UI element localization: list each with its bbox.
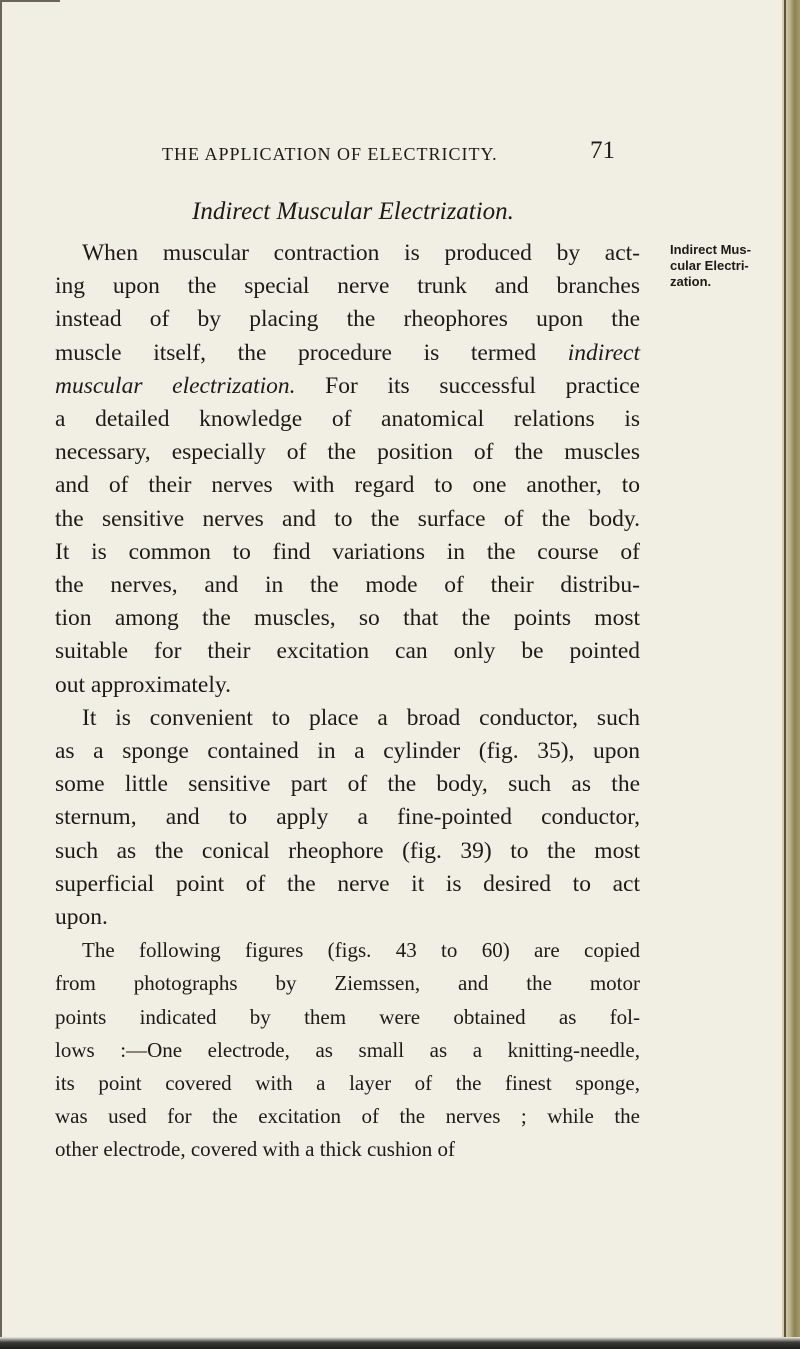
text-line: [55, 370, 640, 403]
text-line: out approximately.: [55, 671, 231, 698]
text-line: the nerves, and in the mode of their distribu-: [55, 572, 640, 599]
text-line: the sensitive nerves and to the surface of the body.: [55, 505, 640, 532]
text-line: points indicated by them were obtained as fol-: [55, 1004, 640, 1029]
text-line: from photographs by Ziemssen, and the motor: [55, 971, 640, 996]
text-line: lows :—One electrode, as small as a knitting-needle,: [55, 1037, 640, 1062]
body-text: [55, 237, 640, 1167]
section-title: Indirect Muscular Electrization.: [192, 198, 514, 225]
text-line: instead of by placing the rheophores upon the: [55, 306, 640, 333]
emphasis-term: indirect: [567, 339, 640, 366]
text-line: was used for the excitation of the nerves ; while the: [55, 1104, 640, 1129]
text-line: some little sensitive part of the body, such as the: [55, 771, 640, 798]
text-line: sternum, and to apply a fine-pointed conductor,: [55, 804, 640, 831]
text-run: muscle itself, the procedure is termed: [55, 339, 568, 366]
text-line: The following figures (figs. 43 to 60) are copied: [82, 938, 640, 963]
text-line: a detailed knowledge of anatomical relations is: [55, 406, 640, 433]
text-line: and of their nerves with regard to one another, to: [55, 472, 640, 499]
text-line: upon.: [55, 904, 108, 931]
margin-note-line: Indirect Mus-: [670, 242, 751, 257]
emphasis-term: muscular electrization.: [55, 372, 296, 399]
margin-note-line: zation.: [670, 274, 712, 289]
text-line: It is convenient to place a broad conductor, such: [82, 704, 640, 731]
text-line: [55, 337, 640, 370]
margin-note: [670, 242, 780, 290]
text-line: ing upon the special nerve trunk and branches: [55, 273, 640, 300]
page-number: 71: [590, 137, 615, 164]
text-line: such as the conical rheophore (fig. 39) to the most: [55, 837, 640, 864]
spine-shadow-line: [784, 0, 786, 1349]
text-line: tion among the muscles, so that the points most: [55, 605, 640, 632]
page-bottom-edge: [0, 1337, 800, 1349]
text-line: When muscular contraction is produced by act-: [82, 240, 640, 266]
paragraph-2: [55, 702, 640, 934]
paragraph-3: [55, 934, 640, 1166]
paragraph-1: [55, 237, 640, 702]
page-frame-top: [0, 0, 60, 2]
text-line: It is common to find variations in the course of: [55, 538, 640, 565]
margin-note-line: cular Electri-: [670, 258, 749, 273]
text-line: other electrode, covered with a thick cushion of: [55, 1137, 456, 1162]
running-head: THE APPLICATION OF ELECTRICITY.: [162, 144, 498, 164]
text-line: suitable for their excitation can only be pointed: [55, 638, 640, 665]
text-run: For its successful practice: [295, 372, 640, 399]
text-line: as a sponge contained in a cylinder (fig. 35), upon: [55, 738, 640, 765]
text-line: its point covered with a layer of the finest sponge,: [55, 1071, 640, 1096]
text-line: superficial point of the nerve it is desired to act: [55, 870, 640, 897]
text-line: necessary, especially of the position of the muscles: [55, 439, 640, 466]
page-frame-left: [0, 0, 2, 1349]
